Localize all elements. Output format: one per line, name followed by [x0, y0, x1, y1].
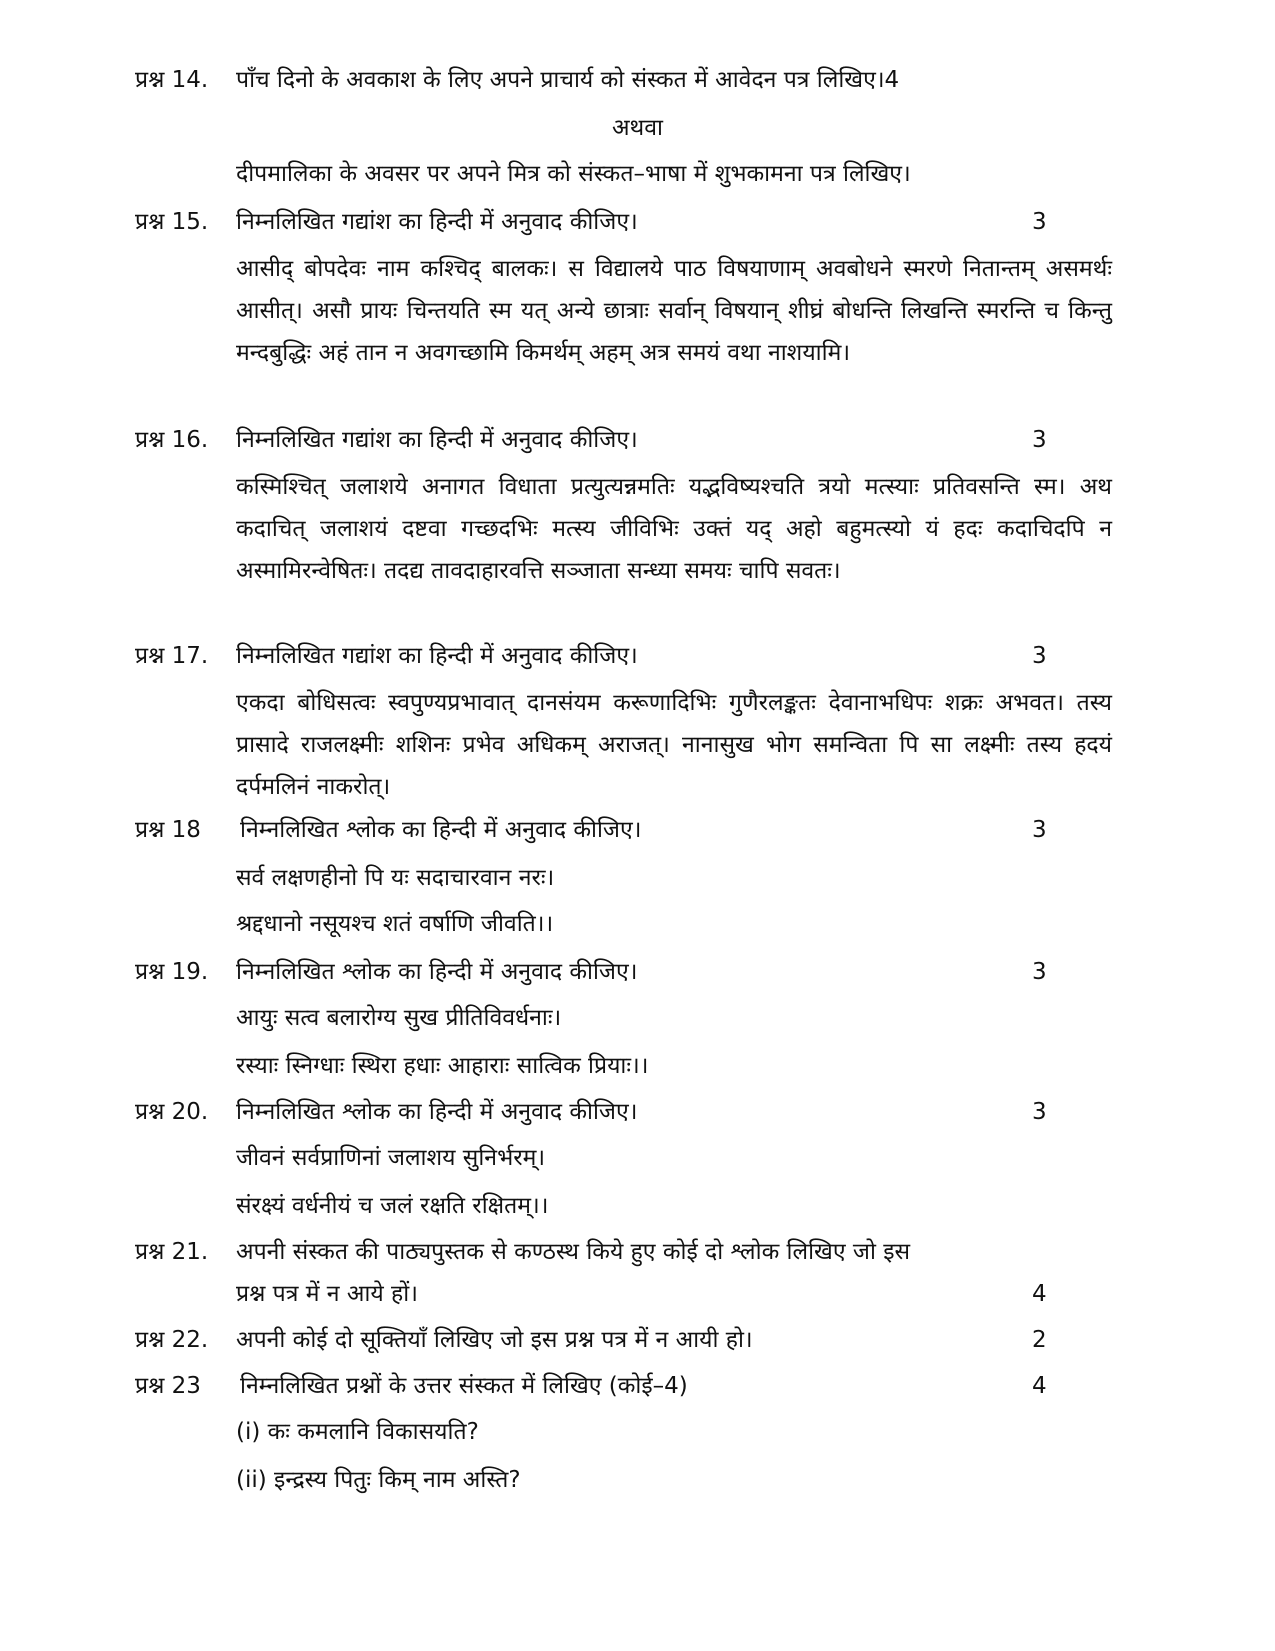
q22-label: प्रश्न 22. [135, 1327, 209, 1353]
q21-text-line-1: अपनी संस्कत की पाठ्यपुस्तक से कण्ठस्थ किये हुए कोई दो श्लोक लिखिए जो इस [236, 1239, 911, 1265]
q18-verse-line-2: श्रद्दधानो नसूयश्च शतं वर्षाणि जीवति।। [236, 911, 554, 937]
q20-instruction: निम्नलिखित श्लोक का हिन्दी में अनुवाद कीजिए। [236, 1099, 638, 1125]
q14-or: अथवा [611, 115, 663, 141]
q19-label: प्रश्न 19. [135, 959, 209, 985]
q20-label: प्रश्न 20. [135, 1099, 209, 1125]
q21-text-line-2: प्रश्न पत्र में न आये हों। [236, 1281, 418, 1307]
q22-text: अपनी कोई दो सूक्तियाँ लिखिए जो इस प्रश्न पत्र में न आयी हो। [236, 1327, 753, 1353]
q14-label: प्रश्न 14. [135, 67, 209, 93]
q23-marks: 4 [1032, 1373, 1047, 1399]
q16-instruction: निम्नलिखित गद्यांश का हिन्दी में अनुवाद कीजिए। [236, 427, 638, 453]
q15-marks: 3 [1032, 209, 1047, 235]
q19-verse-line-1: आयुः सत्व बलारोग्य सुख प्रीतिविवर्धनाः। [236, 1005, 562, 1031]
q17-instruction: निम्नलिखित गद्यांश का हिन्दी में अनुवाद कीजिए। [236, 643, 638, 669]
q19-instruction: निम्नलिखित श्लोक का हिन्दी में अनुवाद कीजिए। [236, 959, 638, 985]
q18-marks: 3 [1032, 817, 1047, 843]
q23-subquestion-2: (ii) इन्द्रस्य पितुः किम् नाम अस्ति? [236, 1467, 521, 1493]
q23-subquestion-1: (i) कः कमलानि विकासयति? [236, 1419, 479, 1445]
q17-marks: 3 [1032, 643, 1047, 669]
q20-marks: 3 [1032, 1099, 1047, 1125]
q20-verse-line-1: जीवनं सर्वप्राणिनां जलाशय सुनिर्भरम्। [236, 1145, 546, 1171]
q21-label: प्रश्न 21. [135, 1239, 209, 1265]
q19-marks: 3 [1032, 959, 1047, 985]
q19-verse-line-2: रस्याः स्निग्धाः स्थिरा हधाः आहाराः सात्विक प्रियाः।। [236, 1053, 649, 1079]
q21-marks: 4 [1032, 1281, 1047, 1307]
q18-label: प्रश्न 18 [135, 817, 201, 843]
q16-passage: कस्मिश्चित् जलाशये अनागत विधाता प्रत्युत्यन्नमतिः यद्भविष्यश्चति त्रयो मत्स्याः प्रतिवसन्ति स्म। अथ कदाचित् जलाशयं दष्टवा गच्छदभिः मत्स्य जीविभिः उक्तं यद् अहो बहुमत्स्यो यं हदः कदाचिदपि न अस्मामिरन्वेषितः। तदद्य तावदाहारवत्ति सञ्जाता सन्ध्या समयः चापि सवतः। [236, 474, 1112, 584]
q14-alt: दीपमालिका के अवसर पर अपने मित्र को संस्कत–भाषा में शुभकामना पत्र लिखिए। [236, 161, 911, 187]
q20-verse-line-2: संरक्ष्यं वर्धनीयं च जलं रक्षति रक्षितम्।। [236, 1193, 549, 1219]
q15-instruction: निम्नलिखित गद्यांश का हिन्दी में अनुवाद कीजिए। [236, 209, 638, 235]
q18-verse-line-1: सर्व लक्षणहीनो पि यः सदाचारवान नरः। [236, 865, 555, 891]
q23-label: प्रश्न 23 [135, 1373, 201, 1399]
q17-passage: एकदा बोधिसत्वः स्वपुण्यप्रभावात् दानसंयम करूणादिभिः गुणैरलङ्कतः देवानाभधिपः शक्रः अभवत। तस्य प्रासादे राजलक्ष्मीः शशिनः प्रभेव अधिकम् अराजत्। नानासुख भोग समन्विता पि सा लक्ष्मीः तस्य हदयं दर्पमलिनं नाकरोत्। [236, 690, 1112, 800]
q14-text: पाँच दिनो के अवकाश के लिए अपने प्राचार्य को संस्कत में आवेदन पत्र लिखिए।4 [236, 67, 900, 93]
q16-marks: 3 [1032, 427, 1047, 453]
q18-instruction: निम्नलिखित श्लोक का हिन्दी में अनुवाद कीजिए। [240, 817, 642, 843]
q22-marks: 2 [1032, 1327, 1047, 1353]
q15-label: प्रश्न 15. [135, 209, 209, 235]
q17-label: प्रश्न 17. [135, 643, 209, 669]
q23-text: निम्नलिखित प्रश्नों के उत्तर संस्कत में लिखिए (कोई–4) [240, 1373, 688, 1399]
q15-passage: आसीद् बोपदेवः नाम कश्चिद् बालकः। स विद्यालये पाठ विषयाणाम् अवबोधने स्मरणे नितान्तम् असमर्थः आसीत्। असौ प्रायः चिन्तयति स्म यत् अन्ये छात्राः सर्वान् विषयान् शीघ्रं बोधन्ति लिखन्ति स्मरन्ति च किन्तु मन्दबुद्धिः अहं तान न अवगच्छामि किमर्थम् अहम् अत्र समयं वथा नाशयामि। [236, 256, 1112, 366]
q16-label: प्रश्न 16. [135, 427, 209, 453]
